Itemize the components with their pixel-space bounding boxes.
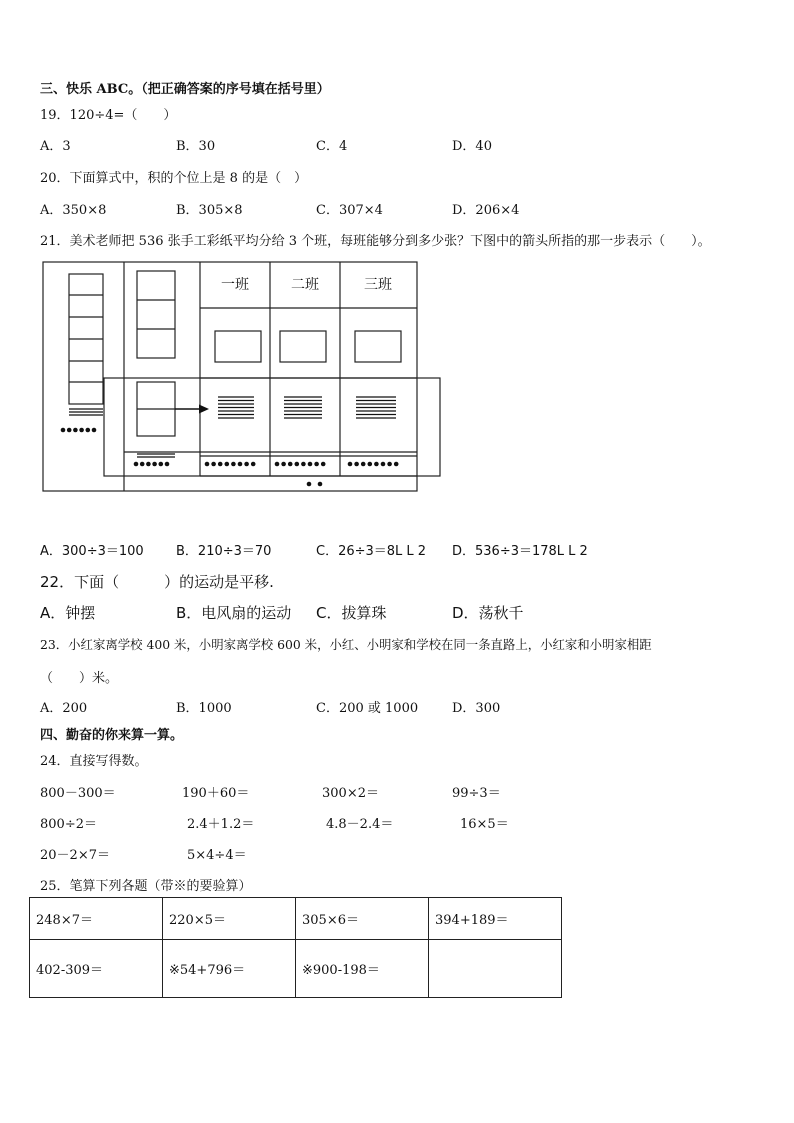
ones-dot — [218, 462, 223, 467]
mental-math-item: 800÷2＝ — [40, 817, 97, 832]
mental-math-item: 800－300＝ — [40, 786, 116, 801]
option-b: B．30 — [176, 139, 216, 154]
calc-cell: 220×5＝ — [163, 898, 296, 940]
calc-cell-empty — [429, 940, 562, 998]
mental-math-item: 16×5＝ — [460, 817, 509, 832]
option-b: B．305×8 — [176, 203, 243, 218]
mental-math-item: 190＋60＝ — [182, 786, 250, 801]
ones-dot — [146, 462, 151, 467]
ones-dot — [73, 428, 78, 433]
calc-cell: ※900-198＝ — [296, 940, 429, 998]
option-a: A．300÷3＝100 — [40, 544, 144, 559]
option-b: B．电风扇的运动 — [176, 604, 292, 622]
ones-dot — [244, 462, 249, 467]
ones-dot — [92, 428, 97, 433]
question-20-stem: 20．下面算式中，积的个位上是 8 的是（ ） — [40, 171, 308, 186]
option-a: A．钟摆 — [40, 604, 96, 622]
calc-cell: ※54+796＝ — [163, 940, 296, 998]
option-b: B．210÷3＝70 — [176, 544, 272, 559]
question-21-stem: 21．美术老师把 536 张手工彩纸平均分给 3 个班，每班能够分到多少张？下图中的箭头所指的那一步表示（ ）。 — [40, 234, 711, 249]
mental-math-item: 99÷3＝ — [452, 786, 501, 801]
ones-dot — [354, 462, 359, 467]
ones-dot — [361, 462, 366, 467]
ones-dot — [225, 462, 230, 467]
question-19-stem: 19．120÷4=（ ） — [40, 108, 177, 123]
ones-dot — [295, 462, 300, 467]
mental-math-item: 2.4＋1.2＝ — [187, 817, 255, 832]
ones-dot — [374, 462, 379, 467]
option-d: D．荡秋千 — [452, 604, 524, 622]
ones-dot — [79, 428, 84, 433]
calc-cell: 402-309＝ — [30, 940, 163, 998]
question-25-stem: 25．笔算下列各题（带※的要验算） — [40, 879, 252, 894]
class-label: 一班 — [221, 277, 249, 293]
option-a: A．200 — [40, 701, 88, 716]
mental-math-item: 5×4÷4＝ — [187, 848, 247, 863]
ones-dot — [308, 462, 313, 467]
ones-dot — [281, 462, 286, 467]
ones-dot — [159, 462, 164, 467]
question-23-line-1: 23．小红家离学校 400 米，小明家离学校 600 米，小红、小明家和学校在同一条直路上，小红家和小明家相距 — [40, 637, 652, 652]
ones-dot — [165, 462, 170, 467]
question-22-stem: 22．下面（ ）的运动是平移. — [40, 573, 274, 591]
question-23-line-2: （ ）米。 — [40, 671, 119, 686]
option-d: D．300 — [452, 701, 501, 716]
ones-dot — [61, 428, 66, 433]
option-c: C．26÷3＝8L L 2 — [316, 544, 427, 559]
option-c: C．200 或 1000 — [316, 701, 419, 716]
option-a: A．3 — [40, 139, 71, 154]
ones-dot — [152, 462, 157, 467]
ones-dot — [387, 462, 392, 467]
option-c: C．4 — [316, 139, 348, 154]
mental-math-item: 20－2×7＝ — [40, 848, 110, 863]
class-label: 二班 — [291, 277, 319, 293]
calc-cell: 248×7＝ — [30, 898, 163, 940]
ones-dot — [205, 462, 210, 467]
ones-dot — [314, 462, 319, 467]
ones-dot — [275, 462, 280, 467]
remainder-dot — [307, 482, 312, 487]
ones-dot — [238, 462, 243, 467]
ones-dot — [288, 462, 293, 467]
option-d: D．206×4 — [452, 203, 520, 218]
calc-cell: 394+189＝ — [429, 898, 562, 940]
option-d: D．40 — [452, 139, 492, 154]
ones-dot — [251, 462, 256, 467]
option-a: A．350×8 — [40, 203, 107, 218]
mental-math-item: 4.8－2.4＝ — [326, 817, 394, 832]
class-label: 三班 — [364, 277, 392, 293]
ones-dot — [381, 462, 386, 467]
mental-math-item: 300×2＝ — [322, 786, 379, 801]
ones-dot — [140, 462, 145, 467]
option-b: B．1000 — [176, 701, 232, 716]
written-calculation-table — [29, 897, 562, 998]
question-24-stem: 24．直接写得数。 — [40, 754, 148, 769]
division-diagram — [40, 258, 444, 496]
ones-dot — [134, 462, 139, 467]
ones-dot — [86, 428, 91, 433]
section-4-title: 四、勤奋的你来算一算。 — [40, 728, 184, 743]
option-c: C．307×4 — [316, 203, 383, 218]
ones-dot — [231, 462, 236, 467]
option-c: C．拔算珠 — [316, 604, 387, 622]
calc-cell: 305×6＝ — [296, 898, 429, 940]
ones-dot — [394, 462, 399, 467]
ones-dot — [348, 462, 353, 467]
ones-dot — [301, 462, 306, 467]
remainder-dot — [318, 482, 323, 487]
ones-dot — [368, 462, 373, 467]
section-3-title: 三、快乐 ABC。（把正确答案的序号填在括号里） — [40, 82, 330, 97]
ones-dot — [211, 462, 216, 467]
ones-dot — [67, 428, 72, 433]
option-d: D．536÷3＝178L L 2 — [452, 544, 588, 559]
ones-dot — [321, 462, 326, 467]
